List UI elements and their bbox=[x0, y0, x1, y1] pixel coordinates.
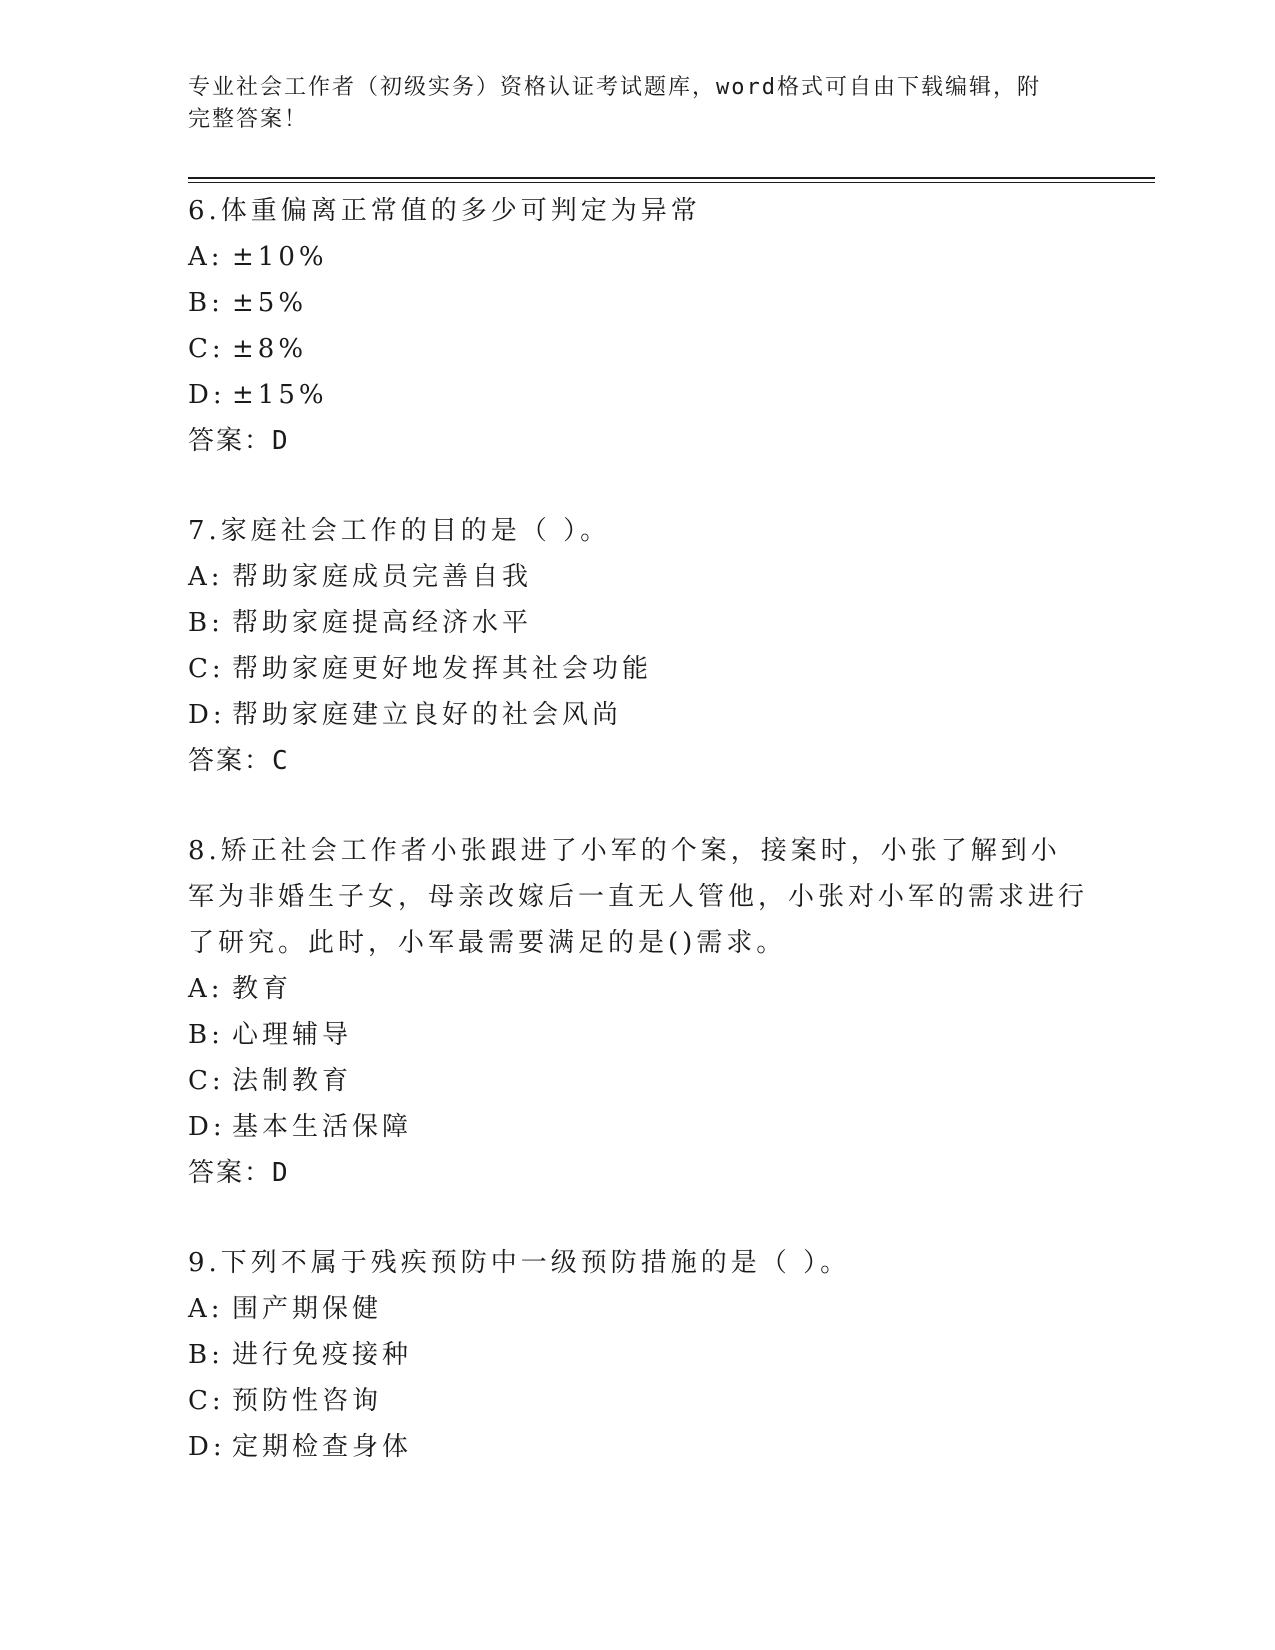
option-a bbox=[188, 1286, 1088, 1332]
question-text: 9.下列不属于残疾预防中一级预防措施的是（ ）。 bbox=[188, 1248, 851, 1278]
option-letter: C: bbox=[188, 334, 225, 364]
option-letter: B: bbox=[188, 1020, 224, 1050]
option-text: 教育 bbox=[232, 974, 293, 1004]
header-divider-thin bbox=[188, 182, 1155, 183]
option-a bbox=[188, 554, 1088, 600]
option-b bbox=[188, 1012, 1088, 1058]
option-letter: A: bbox=[188, 562, 224, 592]
question-8 bbox=[188, 828, 1088, 1196]
header-divider-thick bbox=[188, 177, 1155, 179]
option-d bbox=[188, 1104, 1088, 1150]
option-text: 法制教育 bbox=[232, 1066, 353, 1096]
option-letter: D: bbox=[188, 1432, 226, 1462]
header-line-1: 专业社会工作者（初级实务）资格认证考试题库，word格式可自由下载编辑，附 bbox=[188, 75, 1041, 100]
option-c bbox=[188, 326, 1088, 372]
option-a bbox=[188, 234, 1088, 280]
answer-label: 答案：D bbox=[188, 426, 290, 456]
option-b bbox=[188, 280, 1088, 326]
option-letter: D: bbox=[188, 700, 226, 730]
question-9 bbox=[188, 1240, 1088, 1470]
option-letter: A: bbox=[188, 1294, 224, 1324]
option-letter: A: bbox=[188, 974, 224, 1004]
option-letter: C: bbox=[188, 1386, 225, 1416]
option-c bbox=[188, 1058, 1088, 1104]
option-text: ±15% bbox=[232, 380, 328, 410]
option-letter: B: bbox=[188, 288, 224, 318]
option-a bbox=[188, 966, 1088, 1012]
option-letter: D: bbox=[188, 380, 226, 410]
option-letter: C: bbox=[188, 654, 225, 684]
option-text: ±8% bbox=[232, 334, 308, 364]
option-letter: C: bbox=[188, 1066, 225, 1096]
answer-label: 答案：D bbox=[188, 1158, 290, 1188]
question-7 bbox=[188, 508, 1088, 784]
answer-label: 答案：C bbox=[188, 746, 290, 776]
option-text: 围产期保健 bbox=[232, 1294, 383, 1324]
option-d bbox=[188, 1424, 1088, 1470]
question-6 bbox=[188, 188, 1088, 464]
option-text: 帮助家庭成员完善自我 bbox=[232, 562, 533, 592]
option-text: 帮助家庭更好地发挥其社会功能 bbox=[232, 654, 653, 684]
option-letter: B: bbox=[188, 1340, 224, 1370]
question-text: 6.体重偏离正常值的多少可判定为异常 bbox=[188, 196, 701, 226]
option-c bbox=[188, 646, 1088, 692]
option-b bbox=[188, 1332, 1088, 1378]
option-text: 心理辅导 bbox=[232, 1020, 353, 1050]
option-text: ±5% bbox=[232, 288, 308, 318]
option-d bbox=[188, 372, 1088, 418]
question-text: 8.矫正社会工作者小张跟进了小军的个案，接案时，小张了解到小军为非婚生子女，母亲改嫁后一直无人管他，小张对小军的需求进行了研究。此时，小军最需要满足的是()需求。 bbox=[188, 836, 1089, 958]
option-letter: A: bbox=[188, 242, 224, 272]
option-letter: D: bbox=[188, 1112, 226, 1142]
option-letter: B: bbox=[188, 608, 224, 638]
option-text: 定期检查身体 bbox=[232, 1432, 413, 1462]
option-text: 帮助家庭提高经济水平 bbox=[232, 608, 533, 638]
option-b bbox=[188, 600, 1088, 646]
option-d bbox=[188, 692, 1088, 738]
document-header bbox=[188, 72, 1068, 136]
option-text: ±10% bbox=[232, 242, 328, 272]
question-list bbox=[188, 188, 1088, 1514]
option-text: 基本生活保障 bbox=[232, 1112, 413, 1142]
option-c bbox=[188, 1378, 1088, 1424]
option-text: 进行免疫接种 bbox=[232, 1340, 413, 1370]
option-text: 帮助家庭建立良好的社会风尚 bbox=[232, 700, 623, 730]
question-text: 7.家庭社会工作的目的是（ ）。 bbox=[188, 516, 611, 546]
option-text: 预防性咨询 bbox=[232, 1386, 383, 1416]
header-line-2: 完整答案！ bbox=[188, 107, 309, 132]
